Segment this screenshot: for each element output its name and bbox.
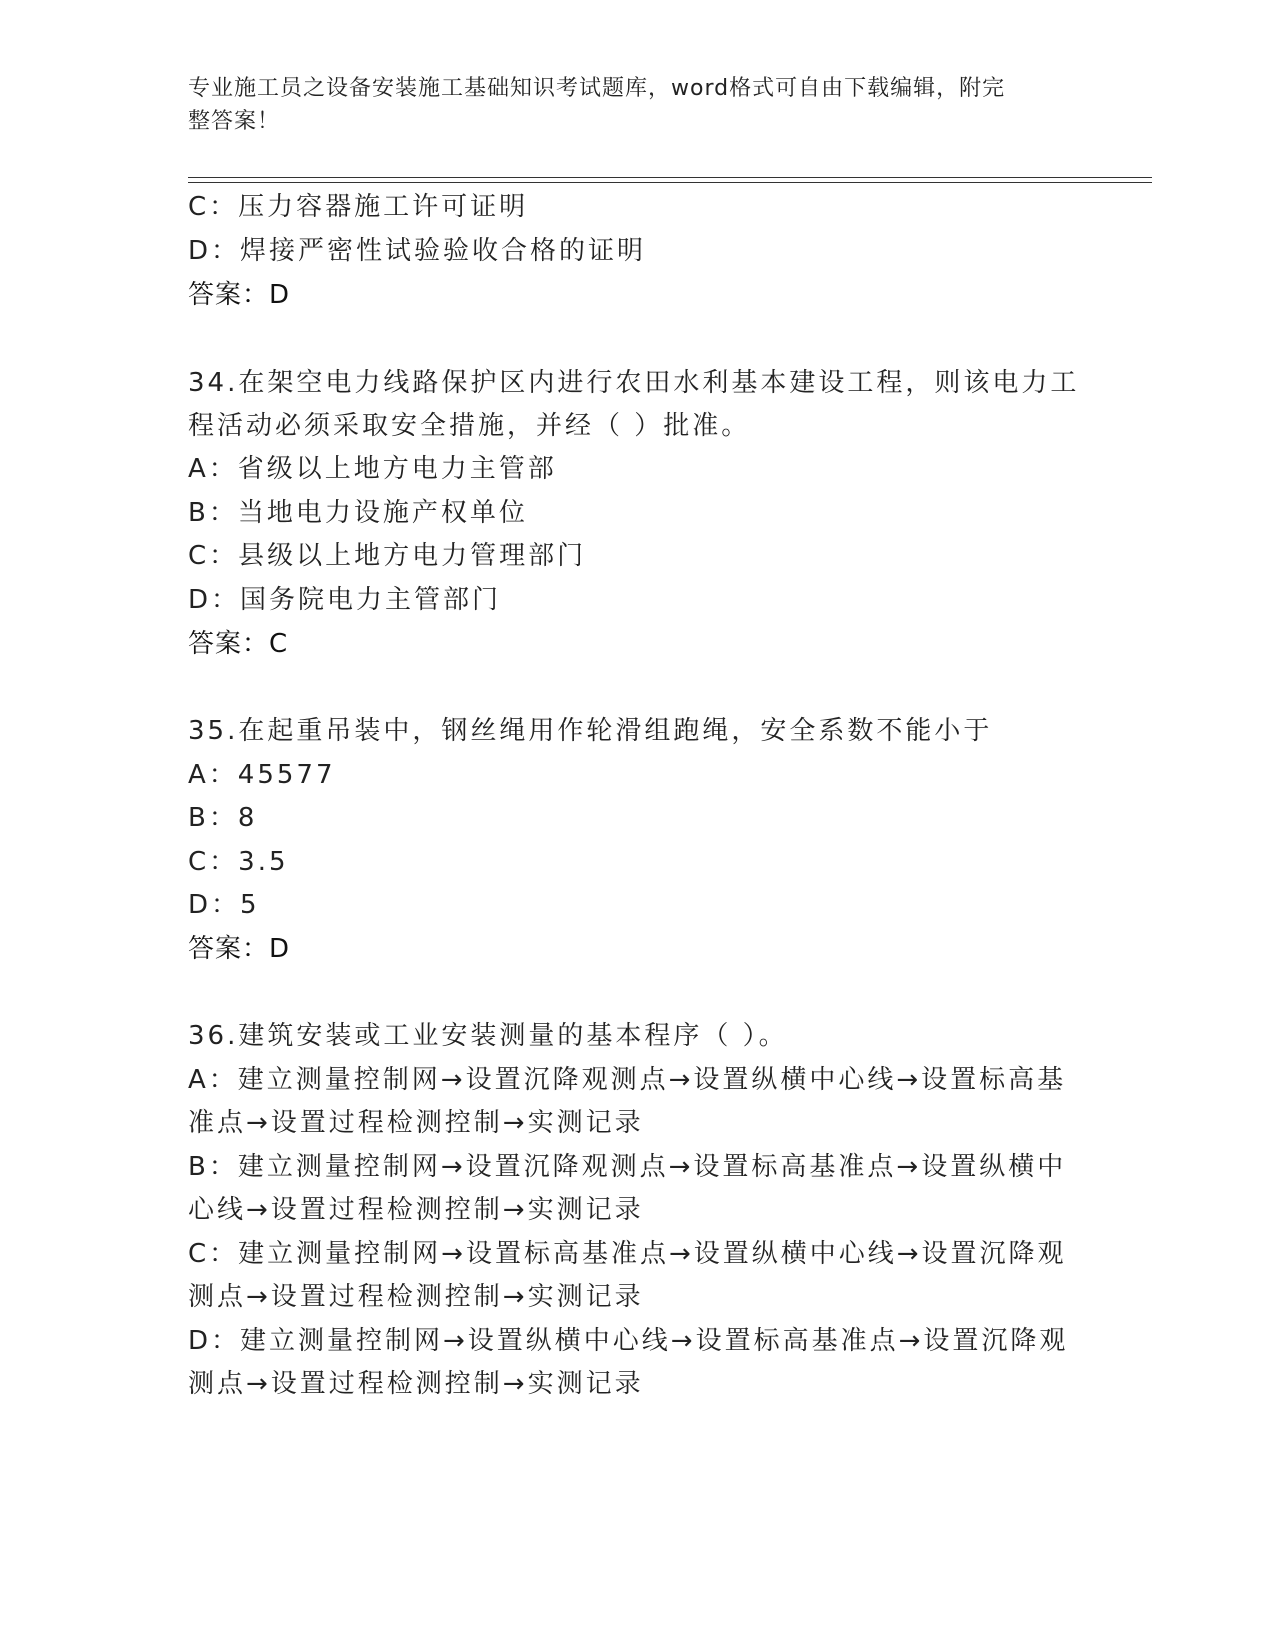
q36-option-b-line-1: B：建立测量控制网→设置沉降观测点→设置标高基准点→设置纵横中 (188, 1152, 1067, 1182)
q34-stem-line-2: 程活动必须采取安全措施，并经（ ）批准。 (188, 411, 751, 441)
header-divider-bottom (188, 182, 1152, 183)
q35-answer: 答案：D (188, 934, 291, 964)
q34-stem-line-1: 34.在架空电力线路保护区内进行农田水利基本建设工程，则该电力工 (188, 368, 1080, 398)
q36-option-a-line-2: 准点→设置过程检测控制→实测记录 (188, 1108, 644, 1138)
q36-option-a-line-1: A：建立测量控制网→设置沉降观测点→设置纵横中心线→设置标高基 (188, 1065, 1067, 1095)
q33-option-c: C：压力容器施工许可证明 (188, 192, 529, 222)
q33-option-d: D：焊接严密性试验验收合格的证明 (188, 236, 647, 266)
q35-option-b: B：8 (188, 803, 258, 833)
header-title-line-2: 整答案！ (188, 109, 281, 134)
document-header (188, 72, 1068, 138)
q34-option-a: A：省级以上地方电力主管部 (188, 454, 557, 484)
q33-answer: 答案：D (188, 280, 291, 310)
header-divider-top (188, 177, 1152, 178)
q36-option-b-line-2: 心线→设置过程检测控制→实测记录 (188, 1195, 644, 1225)
q35-option-d: D：5 (188, 890, 260, 920)
q35-option-c: C：3.5 (188, 847, 289, 877)
q34-option-c: C：县级以上地方电力管理部门 (188, 541, 587, 571)
q35-stem: 35.在起重吊装中，钢丝绳用作轮滑组跑绳，安全系数不能小于 (188, 716, 993, 746)
q34-option-b: B：当地电力设施产权单位 (188, 498, 528, 528)
q36-stem: 36.建筑安装或工业安装测量的基本程序（ ）。 (188, 1021, 788, 1051)
q36-option-d-line-1: D：建立测量控制网→设置纵横中心线→设置标高基准点→设置沉降观 (188, 1326, 1069, 1356)
q34-option-d: D：国务院电力主管部门 (188, 585, 502, 615)
q36-option-c-line-2: 测点→设置过程检测控制→实测记录 (188, 1282, 644, 1312)
q34-answer: 答案：C (188, 629, 289, 659)
header-title-line-1: 专业施工员之设备安装施工基础知识考试题库，word格式可自由下载编辑，附完 (188, 76, 1006, 101)
q36-option-c-line-1: C：建立测量控制网→设置标高基准点→设置纵横中心线→设置沉降观 (188, 1239, 1067, 1269)
q36-option-d-line-2: 测点→设置过程检测控制→实测记录 (188, 1369, 644, 1399)
q35-option-a: A：45577 (188, 760, 336, 790)
